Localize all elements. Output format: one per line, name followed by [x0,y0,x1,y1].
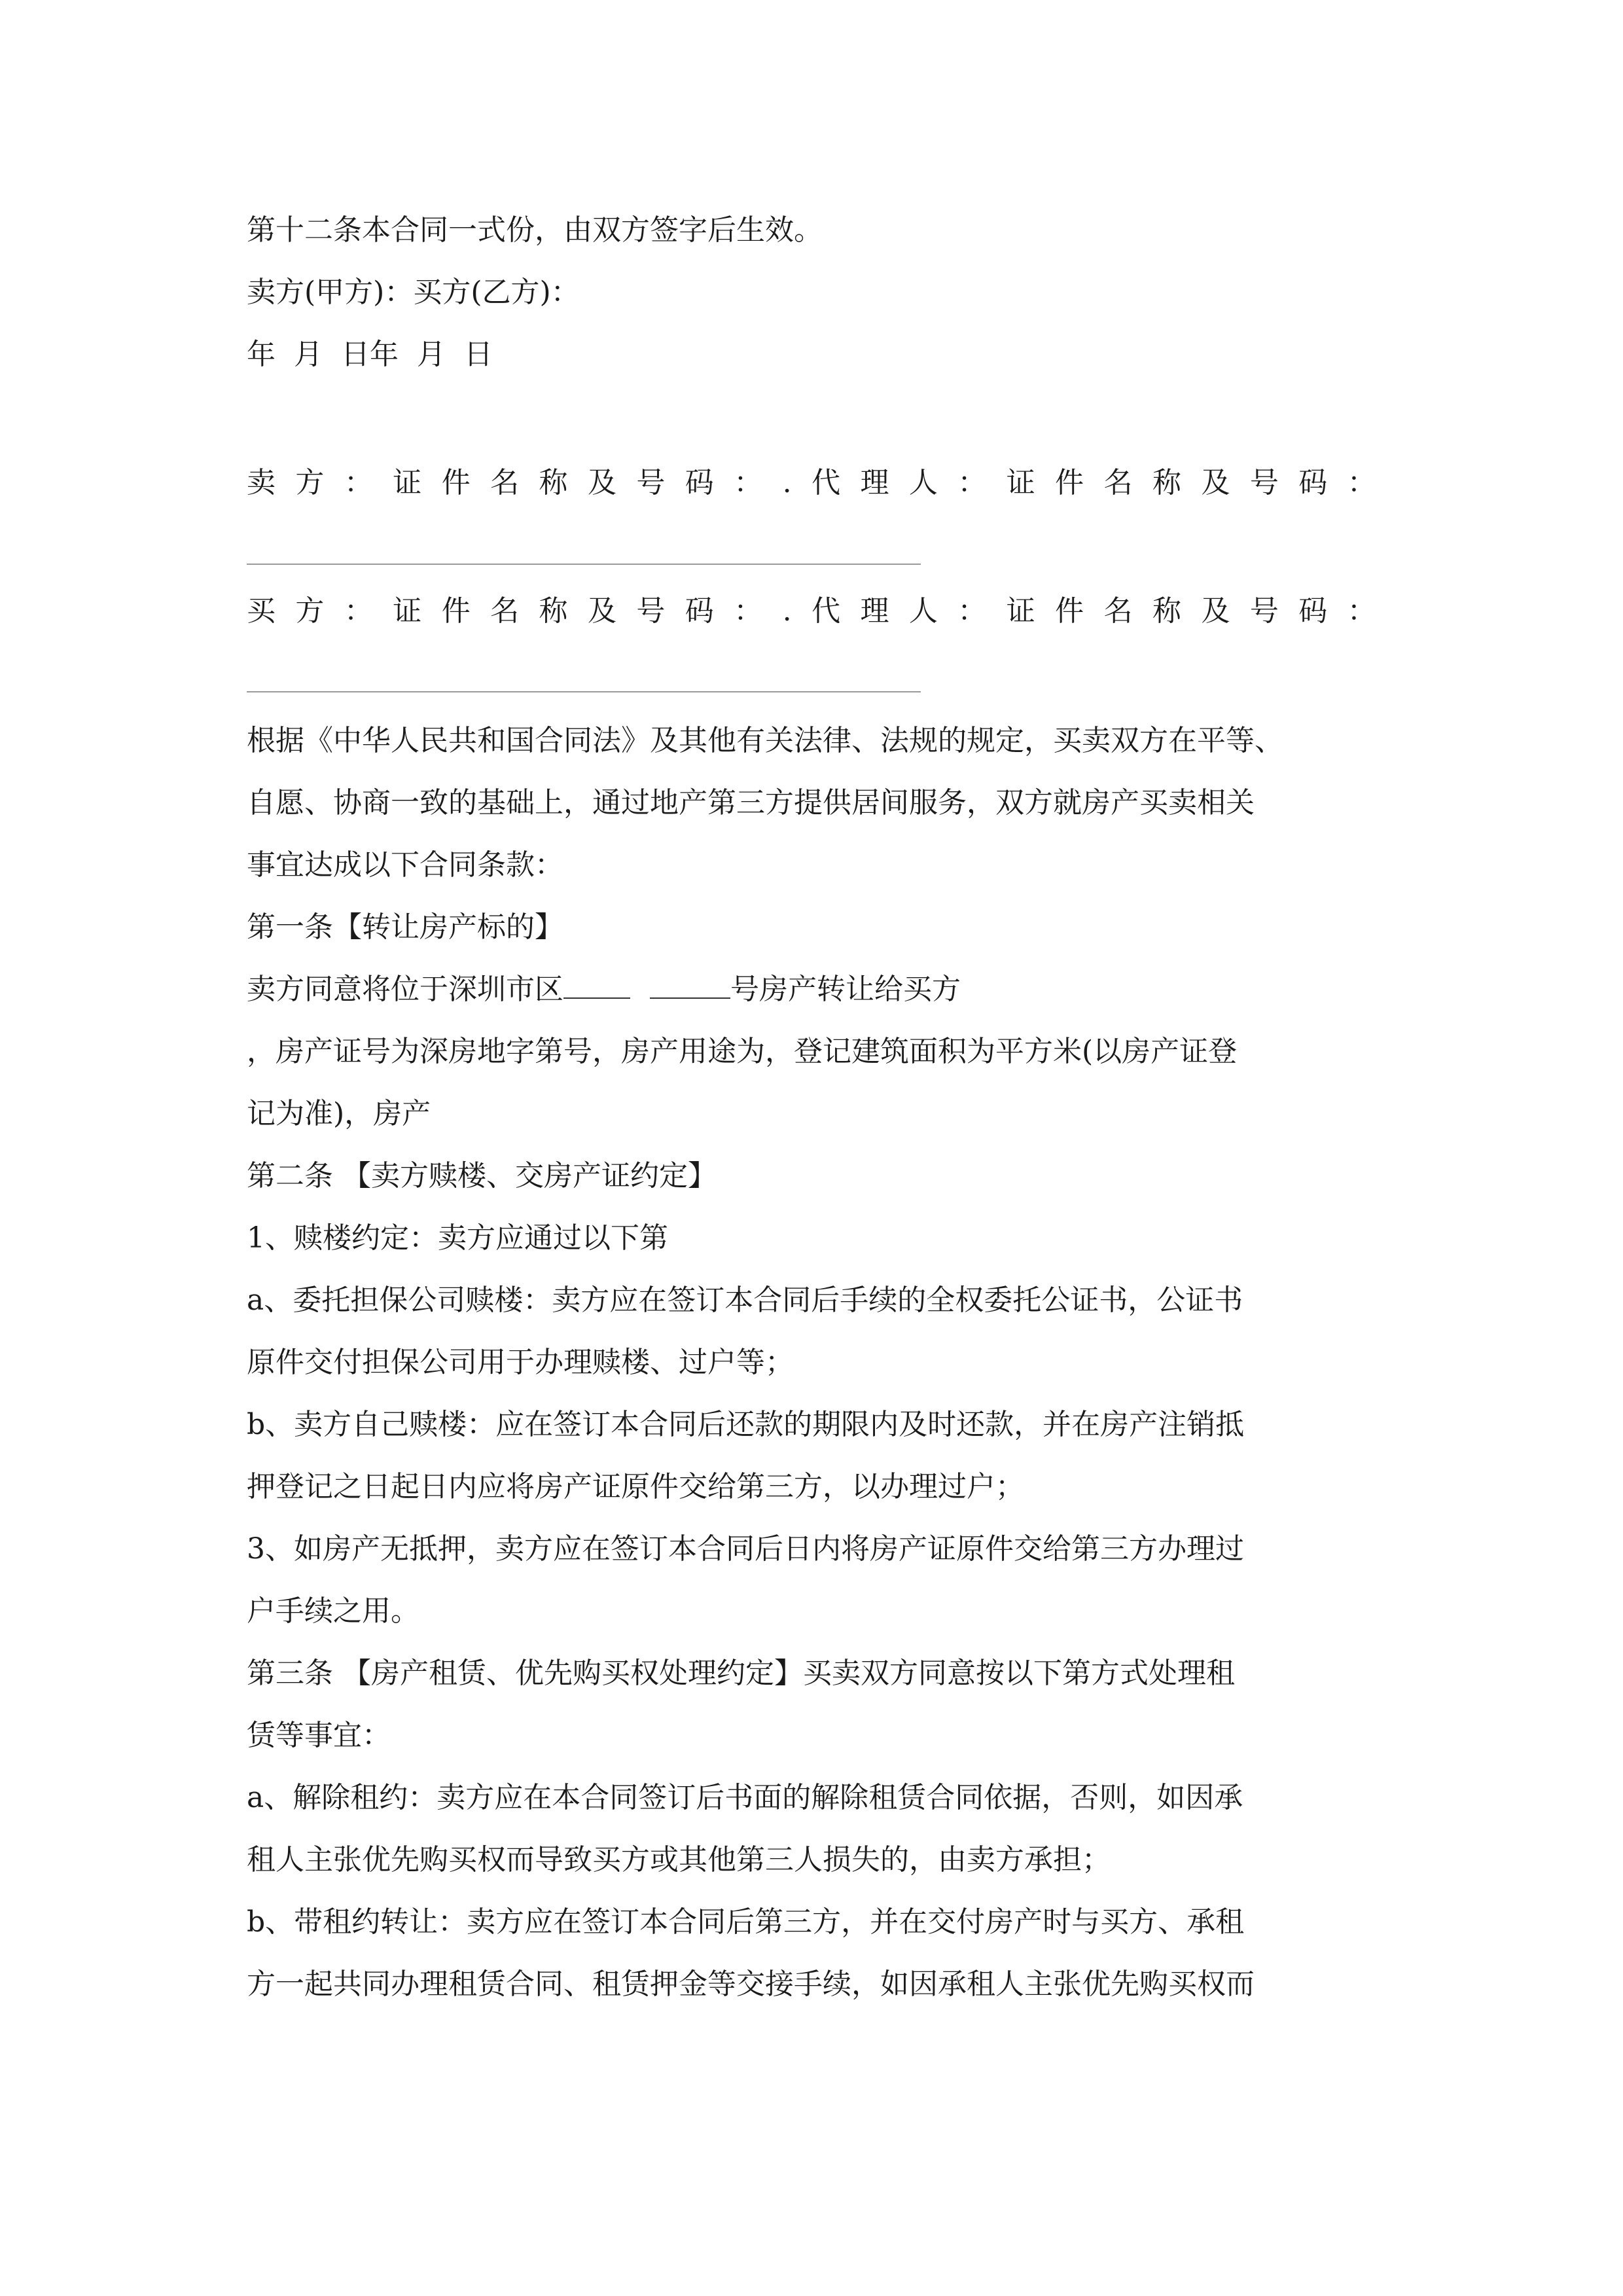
buyer-row-char: ： [1347,594,1376,628]
seller-row-char: ： [1347,466,1376,499]
article-2-item-3-line-1: 3、如房产无抵押，卖方应在签订本合同后日内将房产证原件交给第三方办理过 [247,1532,1244,1566]
article-1-heading: 第一条【转让房产标的】 [247,910,563,944]
buyer-row-char: 方 [295,594,325,628]
seller-row-char: 码 [685,466,714,499]
article-2-item-b-line-1: b、卖方自己赎楼：应在签订本合同后还款的期限内及时还款，并在房产注销抵 [247,1408,1245,1441]
preamble-line-3: 事宜达成以下合同条款： [247,848,563,882]
seller-row-char: 理 [860,466,889,499]
buyer-row-char: 人 [908,594,938,628]
preamble-line-2: 自愿、协商一致的基础上，通过地产第三方提供居间服务，双方就房产买卖相关 [247,786,1255,819]
seller-row-char: 证 [393,466,422,499]
article-3-item-b-line-1: b、带租约转让：卖方应在签订本合同后第三方，并在交付房产时与买方、承租 [247,1905,1245,1939]
seller-id-row [247,463,1376,503]
article-1-text-post: 号房产转让给买方 [730,973,961,1006]
article-3-item-b-line-2: 方一起共同办理租赁合同、租赁押金等交接手续，如因承租人主张优先购买权而 [247,1967,1255,2001]
seller-row-char: ： [344,466,373,499]
seller-row-char: ： [957,466,987,499]
buyer-row-char: 代 [812,594,841,628]
buyer-row-char: 及 [1201,594,1230,628]
buyer-row-char: 名 [490,594,520,628]
article-3-heading-line-2: 赁等事宜： [247,1719,391,1752]
preamble-line-1: 根据《中华人民共和国合同法》及其他有关法律、法规的规定，买卖双方在平等、 [247,724,1283,757]
seller-row-char: ： [734,466,763,499]
seller-row-char: 件 [1055,466,1084,499]
seller-row-char: 代 [812,466,841,499]
article-2-heading: 第二条 【卖方赎楼、交房产证约定】 [247,1159,717,1193]
article-2-item-1: 1、赎楼约定：卖方应通过以下第 [247,1221,668,1255]
article-3-item-a-line-1: a、解除租约：卖方应在本合同签订后书面的解除租赁合同依据，否则，如因承 [247,1781,1243,1814]
article-1-text-pre: 卖方同意将位于深圳市区 [247,973,563,1006]
address-blank [650,970,730,999]
buyer-row-char: 及 [587,594,616,628]
buyer-signature-line [247,691,921,692]
buyer-row-char: 证 [1006,594,1035,628]
buyer-row-char: ： [344,594,373,628]
seller-row-char: 码 [1298,466,1328,499]
article-2-item-a-line-1: a、委托担保公司赎楼：卖方应在签订本合同后手续的全权委托公证书，公证书 [247,1283,1243,1317]
seller-row-char: 称 [539,466,568,499]
article-3-heading-line-1: 第三条 【房产租赁、优先购买权处理约定】买卖双方同意按以下第方式处理租 [247,1657,1235,1690]
buyer-row-char: ： [957,594,987,628]
article-2-item-a-line-2: 原件交付担保公司用于办理赎楼、过户等； [247,1346,794,1379]
seller-row-char: 号 [636,466,666,499]
buyer-row-char: 件 [1055,594,1084,628]
seller-row-char: 称 [1152,466,1182,499]
seller-signature-line [247,564,921,565]
seller-row-char: 及 [1201,466,1230,499]
seller-row-char: 证 [1006,466,1035,499]
district-blank [563,970,630,999]
seller-row-char: . [782,466,792,499]
parties-line: 卖方(甲方)：买方(乙方)： [247,276,580,309]
buyer-row-char: 码 [685,594,714,628]
date-line: 年 月 日年 月 日 [247,338,493,371]
clause-12-line: 第十二条本合同一式份，由双方签字后生效。 [247,213,823,247]
seller-row-char: 名 [1103,466,1133,499]
article-1-property-line [247,970,961,1009]
seller-row-char: 人 [908,466,938,499]
seller-row-char: 及 [587,466,616,499]
buyer-row-char: . [782,594,792,628]
buyer-row-char: 件 [441,594,471,628]
buyer-row-char: 买 [247,594,276,628]
seller-row-char: 号 [1249,466,1279,499]
buyer-row-char: 证 [393,594,422,628]
buyer-row-char: 称 [539,594,568,628]
buyer-row-char: 理 [860,594,889,628]
article-3-item-a-line-2: 租人主张优先购买权而导致买方或其他第三人损失的，由卖方承担； [247,1843,1111,1876]
seller-row-char: 卖 [247,466,276,499]
article-1-cert-line-2: 记为准)，房产 [247,1097,431,1130]
buyer-row-char: 名 [1103,594,1133,628]
seller-row-char: 名 [490,466,520,499]
article-1-cert-line: ，房产证号为深房地字第号，房产用途为，登记建筑面积为平方米(以房产证登 [247,1035,1238,1068]
buyer-row-char: ： [734,594,763,628]
seller-row-char: 件 [441,466,471,499]
article-2-item-b-line-2: 押登记之日起日内应将房产证原件交给第三方，以办理过户； [247,1470,1024,1503]
buyer-row-char: 码 [1298,594,1328,628]
buyer-row-char: 称 [1152,594,1182,628]
article-2-item-3-line-2: 户手续之用。 [247,1594,419,1628]
buyer-id-row [247,592,1376,631]
seller-row-char: 方 [295,466,325,499]
buyer-row-char: 号 [1249,594,1279,628]
buyer-row-char: 号 [636,594,666,628]
